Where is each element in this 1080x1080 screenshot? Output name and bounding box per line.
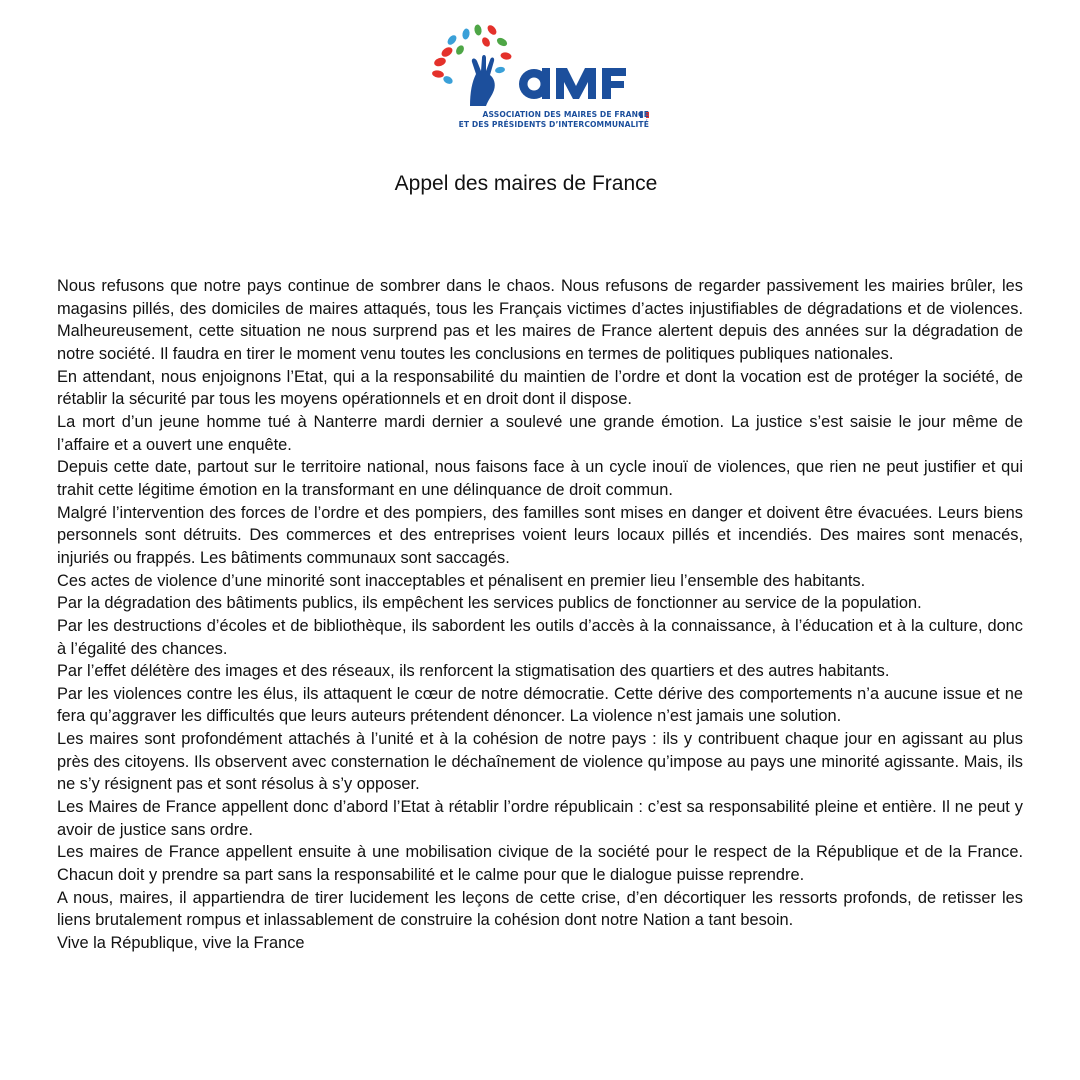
paragraph: Ces actes de violence d’une minorité sont inacceptables et pénalisent en premier lieu l’ensemble des habitants. xyxy=(57,571,866,590)
page-title: Appel des maires de France xyxy=(394,172,658,195)
leaves xyxy=(431,24,512,86)
logo-line-1: ASSOCIATION DES MAIRES DE FRANCE xyxy=(482,110,649,119)
paragraph: Depuis cette date, partout sur le territoire national, nous faisons face à un cycle inouï de violences, que rien ne peut justifier et qui trahit cette légitime émotion en la transformant en une délinquance de droit commun. xyxy=(57,458,1023,499)
paragraph: Les Maires de France appellent donc d’abord l’Etat à rétablir l’ordre républicain : c’est sa responsabilité pleine et entière. Il ne peut y avoir de justice sans ordre. xyxy=(57,798,1023,839)
closing-line: Vive la République, vive la France xyxy=(57,934,305,953)
paragraph: A nous, maires, il appartiendra de tirer lucidement les leçons de cette crise, d’en décortiquer les ressorts profonds, de retisser les liens brutalement rompus et inlassablement de construire la cohésion dont notre Nation a tant besoin. xyxy=(57,888,1023,930)
paragraph: Les maires sont profondément attachés à l’unité et à la cohésion de notre pays : ils y contribuent chaque jour en agissant au plus près des citoyens. Ils observent avec consternation le déchaînement de violence qu’impose au pays une minorité agissante. Mais, ils ne s’y résignent pas et sont résolus à s’y opposer. xyxy=(57,730,1023,794)
paragraph: La mort d’un jeune homme tué à Nanterre mardi dernier a soulevé une grande émotion. La justice s’est saisie le jour même de l’affaire et a ouvert une enquête. xyxy=(57,412,1023,454)
amf-logo xyxy=(430,22,652,134)
wordmark-a xyxy=(519,68,550,99)
paragraph: Par l’effet délétère des images et des réseaux, ils renforcent la stigmatisation des quartiers et des autres habitants. xyxy=(57,662,890,681)
wordmark-f xyxy=(602,68,626,99)
wordmark-m xyxy=(556,68,596,99)
paragraph: Malgré l’intervention des forces de l’ordre et des pompiers, des familles sont mises en danger et doivent être évacuées. Leurs biens personnels sont détruits. Des commerces et des entreprises voient leurs locaux pillés et incendiés. Des maires sont menacés, injuriés ou frappés. Les bâtiments communaux sont saccagés. xyxy=(57,503,1023,567)
paragraph: Nous refusons que notre pays continue de sombrer dans le chaos. Nous refusons de regarder passivement les mairies brûler, les magasins pillés, des domiciles de maires attaqués, tous les Français victimes d’actes injustifiables de dégradations et de violences. Malheureusement, cette situation ne nous surprend pas et les maires de France alertent depuis des années sur la dégradation de notre société. Il faudra en tirer le moment venu toutes les conclusions en termes de politiques publiques nationales. xyxy=(57,277,1023,363)
paragraph: En attendant, nous enjoignons l’Etat, qui a la responsabilité du maintien de l’ordre et dont la vocation est de protéger la société, de rétablir la sécurité par tous les moyens opérationnels et en droit dont il dispose. xyxy=(57,367,1023,409)
paragraph: Par la dégradation des bâtiments publics, ils empêchent les services publics de fonctionner au service de la population. xyxy=(57,594,922,613)
letter-body xyxy=(57,275,1023,955)
hand-trunk xyxy=(470,55,495,106)
paragraph: Par les violences contre les élus, ils attaquent le cœur de notre démocratie. Cette dérive des comportements n’a aucune issue et ne fera qu’aggraver les difficultés que leurs auteurs prétendent dénoncer. La violence n’est jamais une solution. xyxy=(57,684,1023,726)
logo-line-2: ET DES PRÉSIDENTS D’INTERCOMMUNALITÉ xyxy=(458,120,649,129)
paragraph: Les maires de France appellent ensuite à une mobilisation civique de la société pour le respect de la République et de la France. Chacun doit y prendre sa part sans la responsabilité et le calme pour que le dialogue puisse reprendre. xyxy=(57,843,1023,885)
paragraph: Par les destructions d’écoles et de bibliothèque, ils sabordent les outils d’accès à la connaissance, à l’éducation et à la culture, donc à l’égalité des chances. xyxy=(57,616,1023,658)
